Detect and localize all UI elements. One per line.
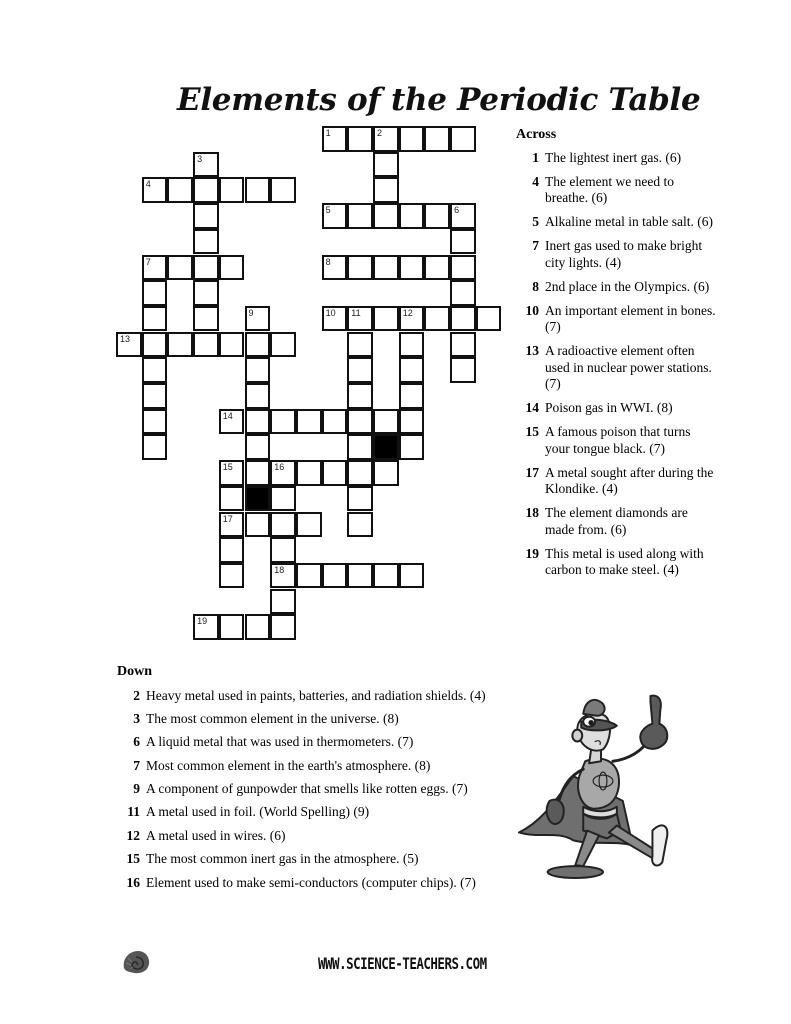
crossword-cell[interactable] xyxy=(322,126,348,152)
crossword-cell[interactable] xyxy=(245,614,271,640)
footer-website[interactable]: WWW.SCIENCE-TEACHERS.COM xyxy=(318,954,487,973)
crossword-cell[interactable] xyxy=(193,177,219,203)
crossword-cell[interactable] xyxy=(347,563,373,589)
crossword-cell[interactable] xyxy=(219,537,245,563)
crossword-cell[interactable] xyxy=(219,409,245,435)
cell-number: 3 xyxy=(197,153,203,164)
across-clue xyxy=(516,400,716,417)
clue-number: 14 xyxy=(525,400,539,415)
clue-text: 2nd place in the Olympics. (6) xyxy=(545,278,710,294)
clue-text: An important element in bones. (7) xyxy=(545,302,716,334)
crossword-cell[interactable] xyxy=(399,203,425,229)
crossword-cell[interactable] xyxy=(296,409,322,435)
crossword-cell[interactable] xyxy=(424,126,450,152)
crossword-cell[interactable] xyxy=(450,332,476,358)
crossword-cell[interactable] xyxy=(296,460,322,486)
crossword-cell[interactable] xyxy=(142,383,168,409)
crossword-cell[interactable] xyxy=(450,357,476,383)
crossword-cell[interactable] xyxy=(167,332,193,358)
clue-number: 3 xyxy=(133,710,140,726)
crossword-cell[interactable] xyxy=(424,203,450,229)
crossword-cell[interactable] xyxy=(347,126,373,152)
crossword-cell[interactable] xyxy=(270,512,296,538)
crossword-cell[interactable] xyxy=(142,332,168,358)
clue-number: 17 xyxy=(525,464,539,480)
cell-number: 18 xyxy=(274,564,285,575)
crossword-cell[interactable] xyxy=(116,332,142,358)
crossword-cell[interactable] xyxy=(373,177,399,203)
cell-number: 8 xyxy=(325,256,331,267)
cell-number: 1 xyxy=(325,128,331,138)
crossword-cell[interactable] xyxy=(399,434,425,460)
crossword-cell[interactable] xyxy=(193,203,219,229)
clue-number: 15 xyxy=(126,851,140,867)
crossword-cell[interactable] xyxy=(270,409,296,435)
crossword-cell[interactable] xyxy=(142,255,168,281)
across-clues xyxy=(516,127,716,586)
crossword-cell[interactable] xyxy=(167,255,193,281)
crossword-cell[interactable] xyxy=(347,512,373,538)
clue-text: Alkaline metal in table salt. (6) xyxy=(545,214,713,229)
crossword-cell[interactable] xyxy=(219,563,245,589)
crossword-cell[interactable] xyxy=(219,512,245,538)
down-clues xyxy=(117,664,517,898)
clue-number: 5 xyxy=(532,214,539,229)
across-clue xyxy=(516,343,716,393)
crossword-cell[interactable] xyxy=(219,614,245,640)
clue-number: 12 xyxy=(126,827,140,843)
crossword-cell[interactable] xyxy=(322,306,348,332)
crossword-cell[interactable] xyxy=(450,255,476,281)
across-clue xyxy=(516,465,716,498)
clue-text: A metal sought after during the Klondike. (4) xyxy=(545,464,714,496)
crossword-cell[interactable] xyxy=(193,152,219,178)
crossword-cell[interactable] xyxy=(399,383,425,409)
clue-text: The most common element in the universe. (8) xyxy=(146,710,399,726)
across-clue xyxy=(516,150,716,167)
crossword-block xyxy=(373,434,399,460)
crossword-cell[interactable] xyxy=(296,512,322,538)
clue-number: 13 xyxy=(525,343,539,358)
across-clue xyxy=(516,505,716,538)
crossword-cell[interactable] xyxy=(193,614,219,640)
crossword-cell[interactable] xyxy=(245,460,271,486)
clue-text: A liquid metal that was used in thermometers. (7) xyxy=(146,734,414,750)
cell-number: 2 xyxy=(377,128,383,138)
clue-text: This metal is used along with carbon to make steel. (4) xyxy=(545,545,704,577)
clue-number: 2 xyxy=(133,687,140,703)
crossword-cell[interactable] xyxy=(142,306,168,332)
down-clue xyxy=(117,851,517,868)
clue-number: 8 xyxy=(532,278,539,294)
crossword-cell[interactable] xyxy=(296,563,322,589)
crossword-cell[interactable] xyxy=(450,126,476,152)
crossword-cell[interactable] xyxy=(476,306,502,332)
crossword-cell[interactable] xyxy=(373,126,399,152)
clue-number: 4 xyxy=(532,173,539,189)
crossword-cell[interactable] xyxy=(373,152,399,178)
crossword-cell[interactable] xyxy=(219,177,245,203)
clue-number: 18 xyxy=(525,505,539,520)
clue-number: 7 xyxy=(532,238,539,253)
crossword-cell[interactable] xyxy=(245,409,271,435)
crossword-cell[interactable] xyxy=(193,229,219,255)
clue-number: 7 xyxy=(133,757,140,773)
down-clue xyxy=(117,804,517,821)
crossword-cell[interactable] xyxy=(245,383,271,409)
clue-text: Most common element in the earth's atmosphere. (8) xyxy=(146,757,431,773)
crossword-cell[interactable] xyxy=(450,203,476,229)
clue-text: The element diamonds are made from. (6) xyxy=(545,505,688,537)
crossword-cell[interactable] xyxy=(450,229,476,255)
cell-number: 6 xyxy=(454,205,460,216)
crossword-cell[interactable] xyxy=(142,280,168,306)
across-clue xyxy=(516,238,716,271)
crossword-cell[interactable] xyxy=(270,486,296,512)
crossword-cell[interactable] xyxy=(322,255,348,281)
cell-number: 9 xyxy=(248,307,254,318)
crossword-cell[interactable] xyxy=(399,255,425,281)
clue-number: 9 xyxy=(133,781,140,797)
crossword-cell[interactable] xyxy=(193,332,219,358)
crossword-cell[interactable] xyxy=(450,306,476,332)
across-clue xyxy=(516,214,716,231)
clue-number: 11 xyxy=(127,804,140,820)
crossword-cell[interactable] xyxy=(424,306,450,332)
crossword-cell[interactable] xyxy=(270,177,296,203)
crossword-cell[interactable] xyxy=(270,537,296,563)
crossword-cell[interactable] xyxy=(399,409,425,435)
crossword-cell[interactable] xyxy=(245,357,271,383)
crossword-cell[interactable] xyxy=(193,255,219,281)
crossword-cell[interactable] xyxy=(373,563,399,589)
clue-text: Element used to make semi-conductors (computer chips). (7) xyxy=(146,874,476,890)
cell-number: 14 xyxy=(222,410,233,421)
down-clue xyxy=(117,688,517,705)
clue-text: The element we need to breathe. (6) xyxy=(545,173,674,205)
clue-text: Heavy metal used in paints, batteries, and radiation shields. (4) xyxy=(146,687,486,703)
clue-text: A metal used in wires. (6) xyxy=(146,827,286,843)
crossword-cell[interactable] xyxy=(399,332,425,358)
crossword-cell[interactable] xyxy=(399,126,425,152)
down-clue xyxy=(117,734,517,751)
clue-text: A component of gunpowder that smells like rotten eggs. (7) xyxy=(146,781,468,797)
down-clue xyxy=(117,828,517,845)
crossword-cell[interactable] xyxy=(219,255,245,281)
cell-number: 17 xyxy=(222,513,233,524)
crossword-cell[interactable] xyxy=(270,563,296,589)
cell-number: 5 xyxy=(325,205,331,216)
crossword-cell[interactable] xyxy=(245,177,271,203)
cell-number: 10 xyxy=(325,307,336,318)
cell-number: 16 xyxy=(274,462,285,473)
clue-number: 15 xyxy=(525,424,539,439)
crossword-cell[interactable] xyxy=(270,614,296,640)
cell-number: 4 xyxy=(145,179,151,190)
crossword-cell[interactable] xyxy=(450,280,476,306)
crossword-cell[interactable] xyxy=(193,280,219,306)
crossword-cell[interactable] xyxy=(347,383,373,409)
crossword-cell[interactable] xyxy=(245,512,271,538)
clue-number: 19 xyxy=(525,545,539,561)
clue-text: A radioactive element often used in nuclear power stations. (7) xyxy=(545,343,712,391)
crossword-cell[interactable] xyxy=(373,203,399,229)
crossword-cell[interactable] xyxy=(245,306,271,332)
clue-text: A metal used in foil. (World Spelling) (9) xyxy=(146,804,370,820)
down-clue xyxy=(117,875,517,892)
crossword-cell[interactable] xyxy=(142,409,168,435)
down-heading: Down xyxy=(117,664,153,679)
crossword-cell[interactable] xyxy=(399,306,425,332)
crossword-cell[interactable] xyxy=(245,434,271,460)
crossword-cell[interactable] xyxy=(347,486,373,512)
crossword-block xyxy=(245,486,271,512)
crossword-cell[interactable] xyxy=(347,434,373,460)
crossword-cell[interactable] xyxy=(373,306,399,332)
crossword-cell[interactable] xyxy=(373,409,399,435)
crossword-cell[interactable] xyxy=(270,589,296,615)
crossword-cell[interactable] xyxy=(347,255,373,281)
across-heading: Across xyxy=(516,127,557,142)
crossword-cell[interactable] xyxy=(399,563,425,589)
across-clue xyxy=(516,303,716,336)
crossword-cell[interactable] xyxy=(424,255,450,281)
crossword-cell[interactable] xyxy=(270,332,296,358)
across-clue xyxy=(516,174,716,207)
cell-number: 19 xyxy=(197,616,208,627)
clue-number: 10 xyxy=(525,302,539,318)
crossword-cell[interactable] xyxy=(219,332,245,358)
page-title: Elements of the Periodic Table xyxy=(177,82,701,118)
crossword-cell[interactable] xyxy=(347,460,373,486)
crossword-cell[interactable] xyxy=(322,409,348,435)
crossword-cell[interactable] xyxy=(219,460,245,486)
crossword-cell[interactable] xyxy=(322,203,348,229)
clue-text: Inert gas used to make bright city lights. (4) xyxy=(545,238,703,270)
cell-number: 13 xyxy=(120,333,131,344)
crossword-cell[interactable] xyxy=(219,486,245,512)
across-clue xyxy=(516,279,716,296)
crossword-cell[interactable] xyxy=(347,409,373,435)
crossword-cell[interactable] xyxy=(347,357,373,383)
clue-text: A famous poison that turns your tongue black. (7) xyxy=(545,424,691,456)
crossword-cell[interactable] xyxy=(373,255,399,281)
ammonite-fossil-icon xyxy=(120,948,152,976)
down-clue xyxy=(117,758,517,775)
clue-text: Poison gas in WWI. (8) xyxy=(545,400,673,415)
crossword-cell[interactable] xyxy=(193,306,219,332)
crossword-cell[interactable] xyxy=(245,332,271,358)
crossword-cell[interactable] xyxy=(142,434,168,460)
down-clue xyxy=(117,781,517,798)
across-clue xyxy=(516,546,716,579)
across-clue xyxy=(516,424,716,457)
cell-number: 7 xyxy=(145,256,151,267)
cell-number: 15 xyxy=(222,462,233,473)
clue-number: 1 xyxy=(532,149,539,165)
cell-number: 12 xyxy=(402,307,413,318)
superhero-illustration xyxy=(514,682,692,890)
clue-number: 6 xyxy=(133,734,140,750)
crossword-cell[interactable] xyxy=(347,332,373,358)
down-clue xyxy=(117,711,517,728)
crossword-cell[interactable] xyxy=(373,460,399,486)
crossword-cell[interactable] xyxy=(347,203,373,229)
clue-number: 16 xyxy=(126,874,140,890)
cell-number: 11 xyxy=(351,307,361,318)
crossword-cell[interactable] xyxy=(167,177,193,203)
crossword-cell[interactable] xyxy=(142,177,168,203)
crossword-cell[interactable] xyxy=(322,460,348,486)
crossword-cell[interactable] xyxy=(347,306,373,332)
crossword-cell[interactable] xyxy=(270,460,296,486)
crossword-cell[interactable] xyxy=(322,563,348,589)
clue-text: The lightest inert gas. (6) xyxy=(545,149,682,165)
crossword-cell[interactable] xyxy=(142,357,168,383)
clue-text: The most common inert gas in the atmosphere. (5) xyxy=(146,851,419,867)
crossword-cell[interactable] xyxy=(399,357,425,383)
